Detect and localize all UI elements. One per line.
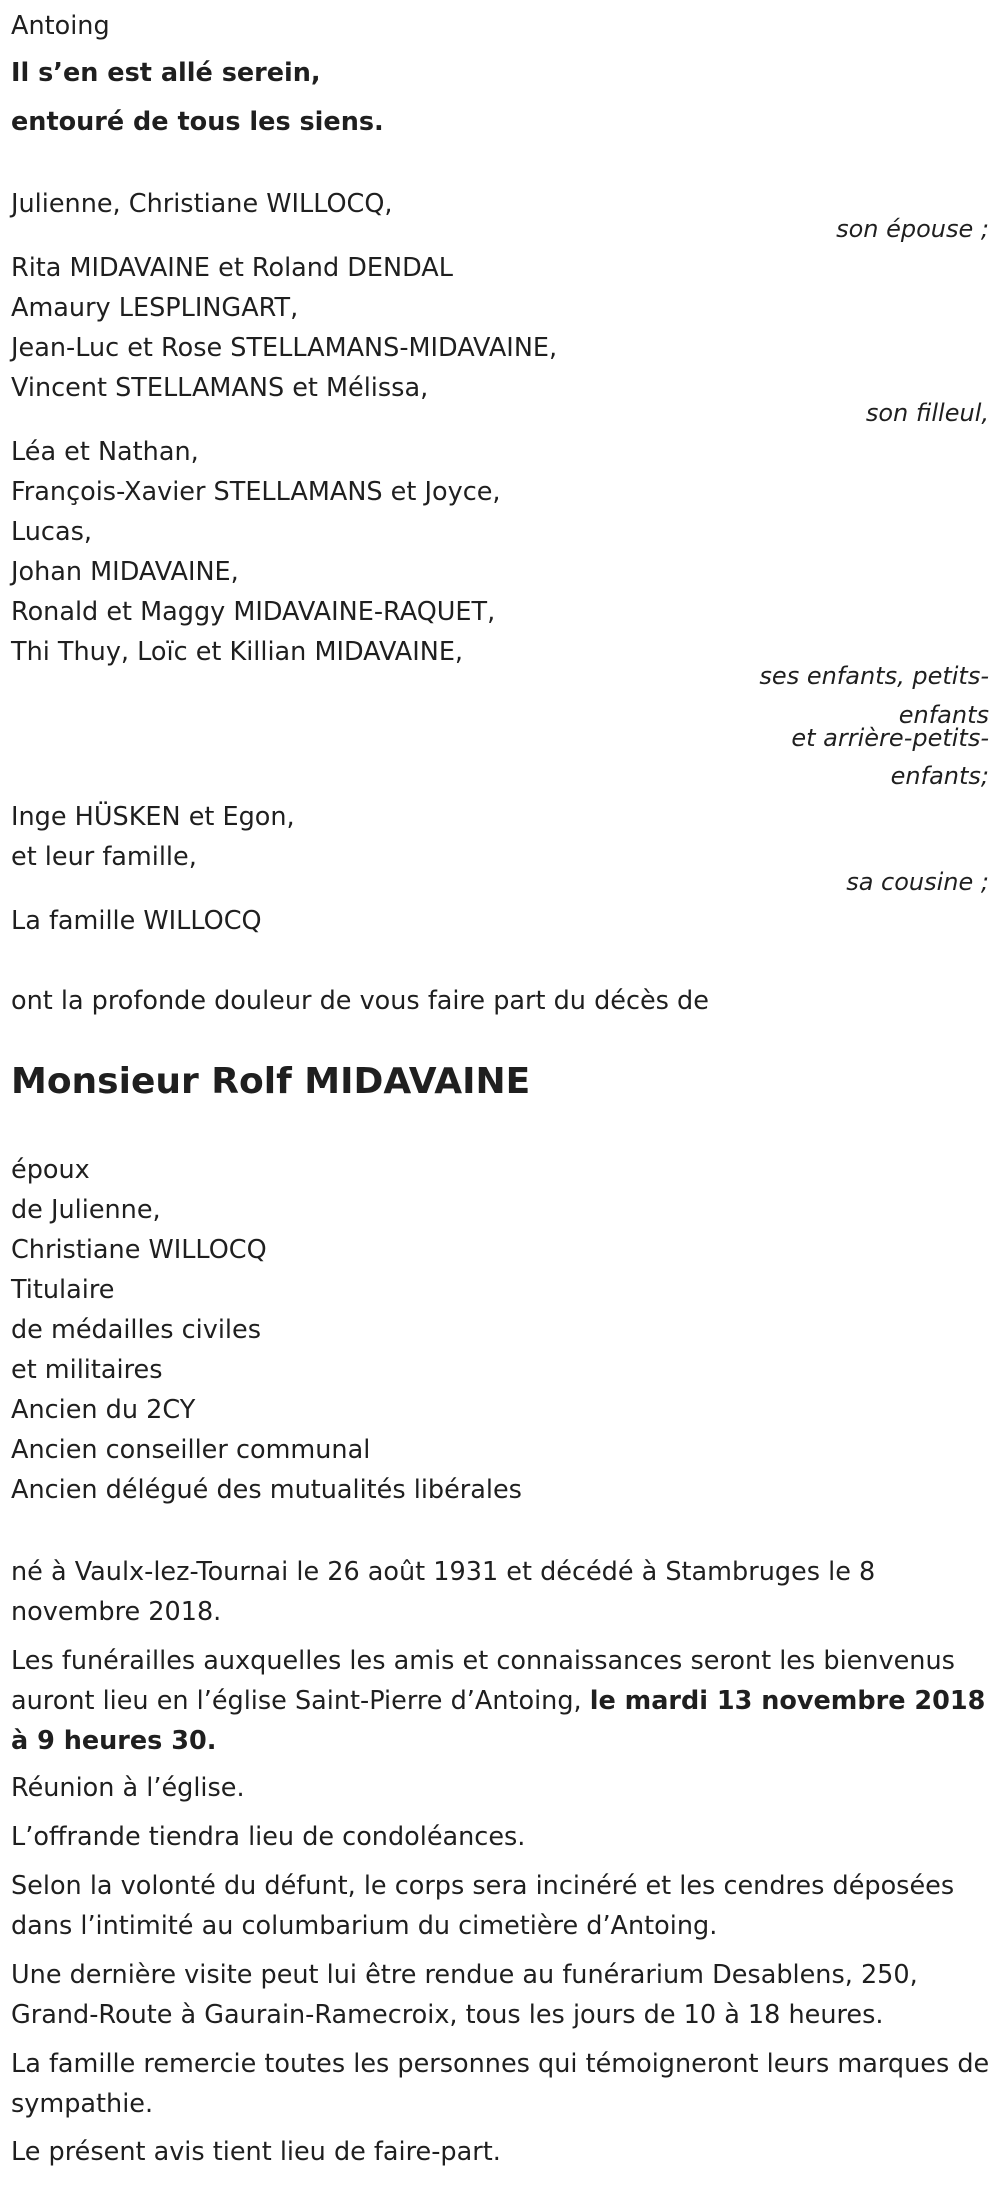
title-line: Christiane WILLOCQ (11, 1235, 267, 1265)
title-line: Ancien délégué des mutualités libérales (11, 1475, 522, 1505)
family-member: Amaury LESPLINGART, (11, 293, 299, 323)
funeral-date: le mardi 13 novembre 2018 à 9 heures 30. (11, 1686, 986, 1756)
title-line: Ancien conseiller communal (11, 1435, 371, 1465)
children-role-line-4: enfants; (890, 762, 989, 790)
title-line: et militaires (11, 1355, 163, 1385)
deceased-name: Monsieur Rolf MIDAVAINE (11, 1061, 531, 1102)
family-member: Jean-Luc et Rose STELLAMANS-MIDAVAINE, (11, 333, 558, 363)
family-member: Lucas, (11, 517, 92, 547)
funeral-paragraph (11, 1641, 991, 1761)
announcement-text: ont la profonde douleur de vous faire part du décès de (11, 986, 709, 1016)
family-member: Johan MIDAVAINE, (11, 557, 239, 587)
family-member: François-Xavier STELLAMANS et Joyce, (11, 477, 501, 507)
title-line: Ancien du 2CY (11, 1395, 196, 1425)
family-member: La famille WILLOCQ (11, 906, 262, 936)
title-line: de médailles civiles (11, 1315, 261, 1345)
thanks-paragraph: La famille remercie toutes les personnes qui témoigneront leurs marques de sympathie. (11, 2049, 990, 2119)
title-line: époux (11, 1155, 90, 1185)
children-role-line-3: et arrière-petits- (791, 724, 989, 752)
family-member: et leur famille, (11, 842, 197, 872)
spouse-role: son épouse ; (836, 215, 989, 243)
cremation-paragraph: Selon la volonté du défunt, le corps sera incinéré et les cendres déposées dans l’intimité au columbarium du cimetière d’Antoing. (11, 1871, 955, 1941)
children-role-line-2: enfants (898, 701, 989, 729)
reunion-paragraph: Réunion à l’église. (11, 1773, 245, 1803)
quote-line-2: entouré de tous les siens. (11, 107, 384, 137)
family-member: Léa et Nathan, (11, 437, 199, 467)
family-member: Vincent STELLAMANS et Mélissa, (11, 373, 429, 403)
children-role-line-1: ses enfants, petits- (759, 662, 989, 690)
birth-death-paragraph: né à Vaulx-lez-Tournai le 26 août 1931 et décédé à Stambruges le 8 novembre 2018. (11, 1557, 876, 1627)
funeral-intro: Les funérailles auxquelles les amis et connaissances seront les bienvenus auront lieu en l’église Saint-Pierre d’Antoing, (11, 1646, 955, 1716)
family-member: Thi Thuy, Loïc et Killian MIDAVAINE, (11, 637, 464, 667)
location-text: Antoing (11, 11, 110, 41)
title-line: Titulaire (11, 1275, 115, 1305)
family-member: Ronald et Maggy MIDAVAINE-RAQUET, (11, 597, 496, 627)
quote-line-1: Il s’en est allé serein, (11, 58, 321, 88)
offering-paragraph: L’offrande tiendra lieu de condoléances. (11, 1822, 526, 1852)
cousin-role: sa cousine ; (846, 868, 989, 896)
title-line: de Julienne, (11, 1195, 161, 1225)
family-member: Inge HÜSKEN et Egon, (11, 802, 295, 832)
notice-paragraph: Le présent avis tient lieu de faire-part. (11, 2137, 501, 2167)
family-member: Rita MIDAVAINE et Roland DENDAL (11, 253, 453, 283)
visit-paragraph: Une dernière visite peut lui être rendue au funérarium Desablens, 250, Grand-Route à Gaurain-Ramecroix, tous les jours de 10 à 18 heures. (11, 1960, 918, 2030)
godson-role: son filleul, (865, 399, 989, 427)
spouse-name: Julienne, Christiane WILLOCQ, (11, 189, 393, 219)
